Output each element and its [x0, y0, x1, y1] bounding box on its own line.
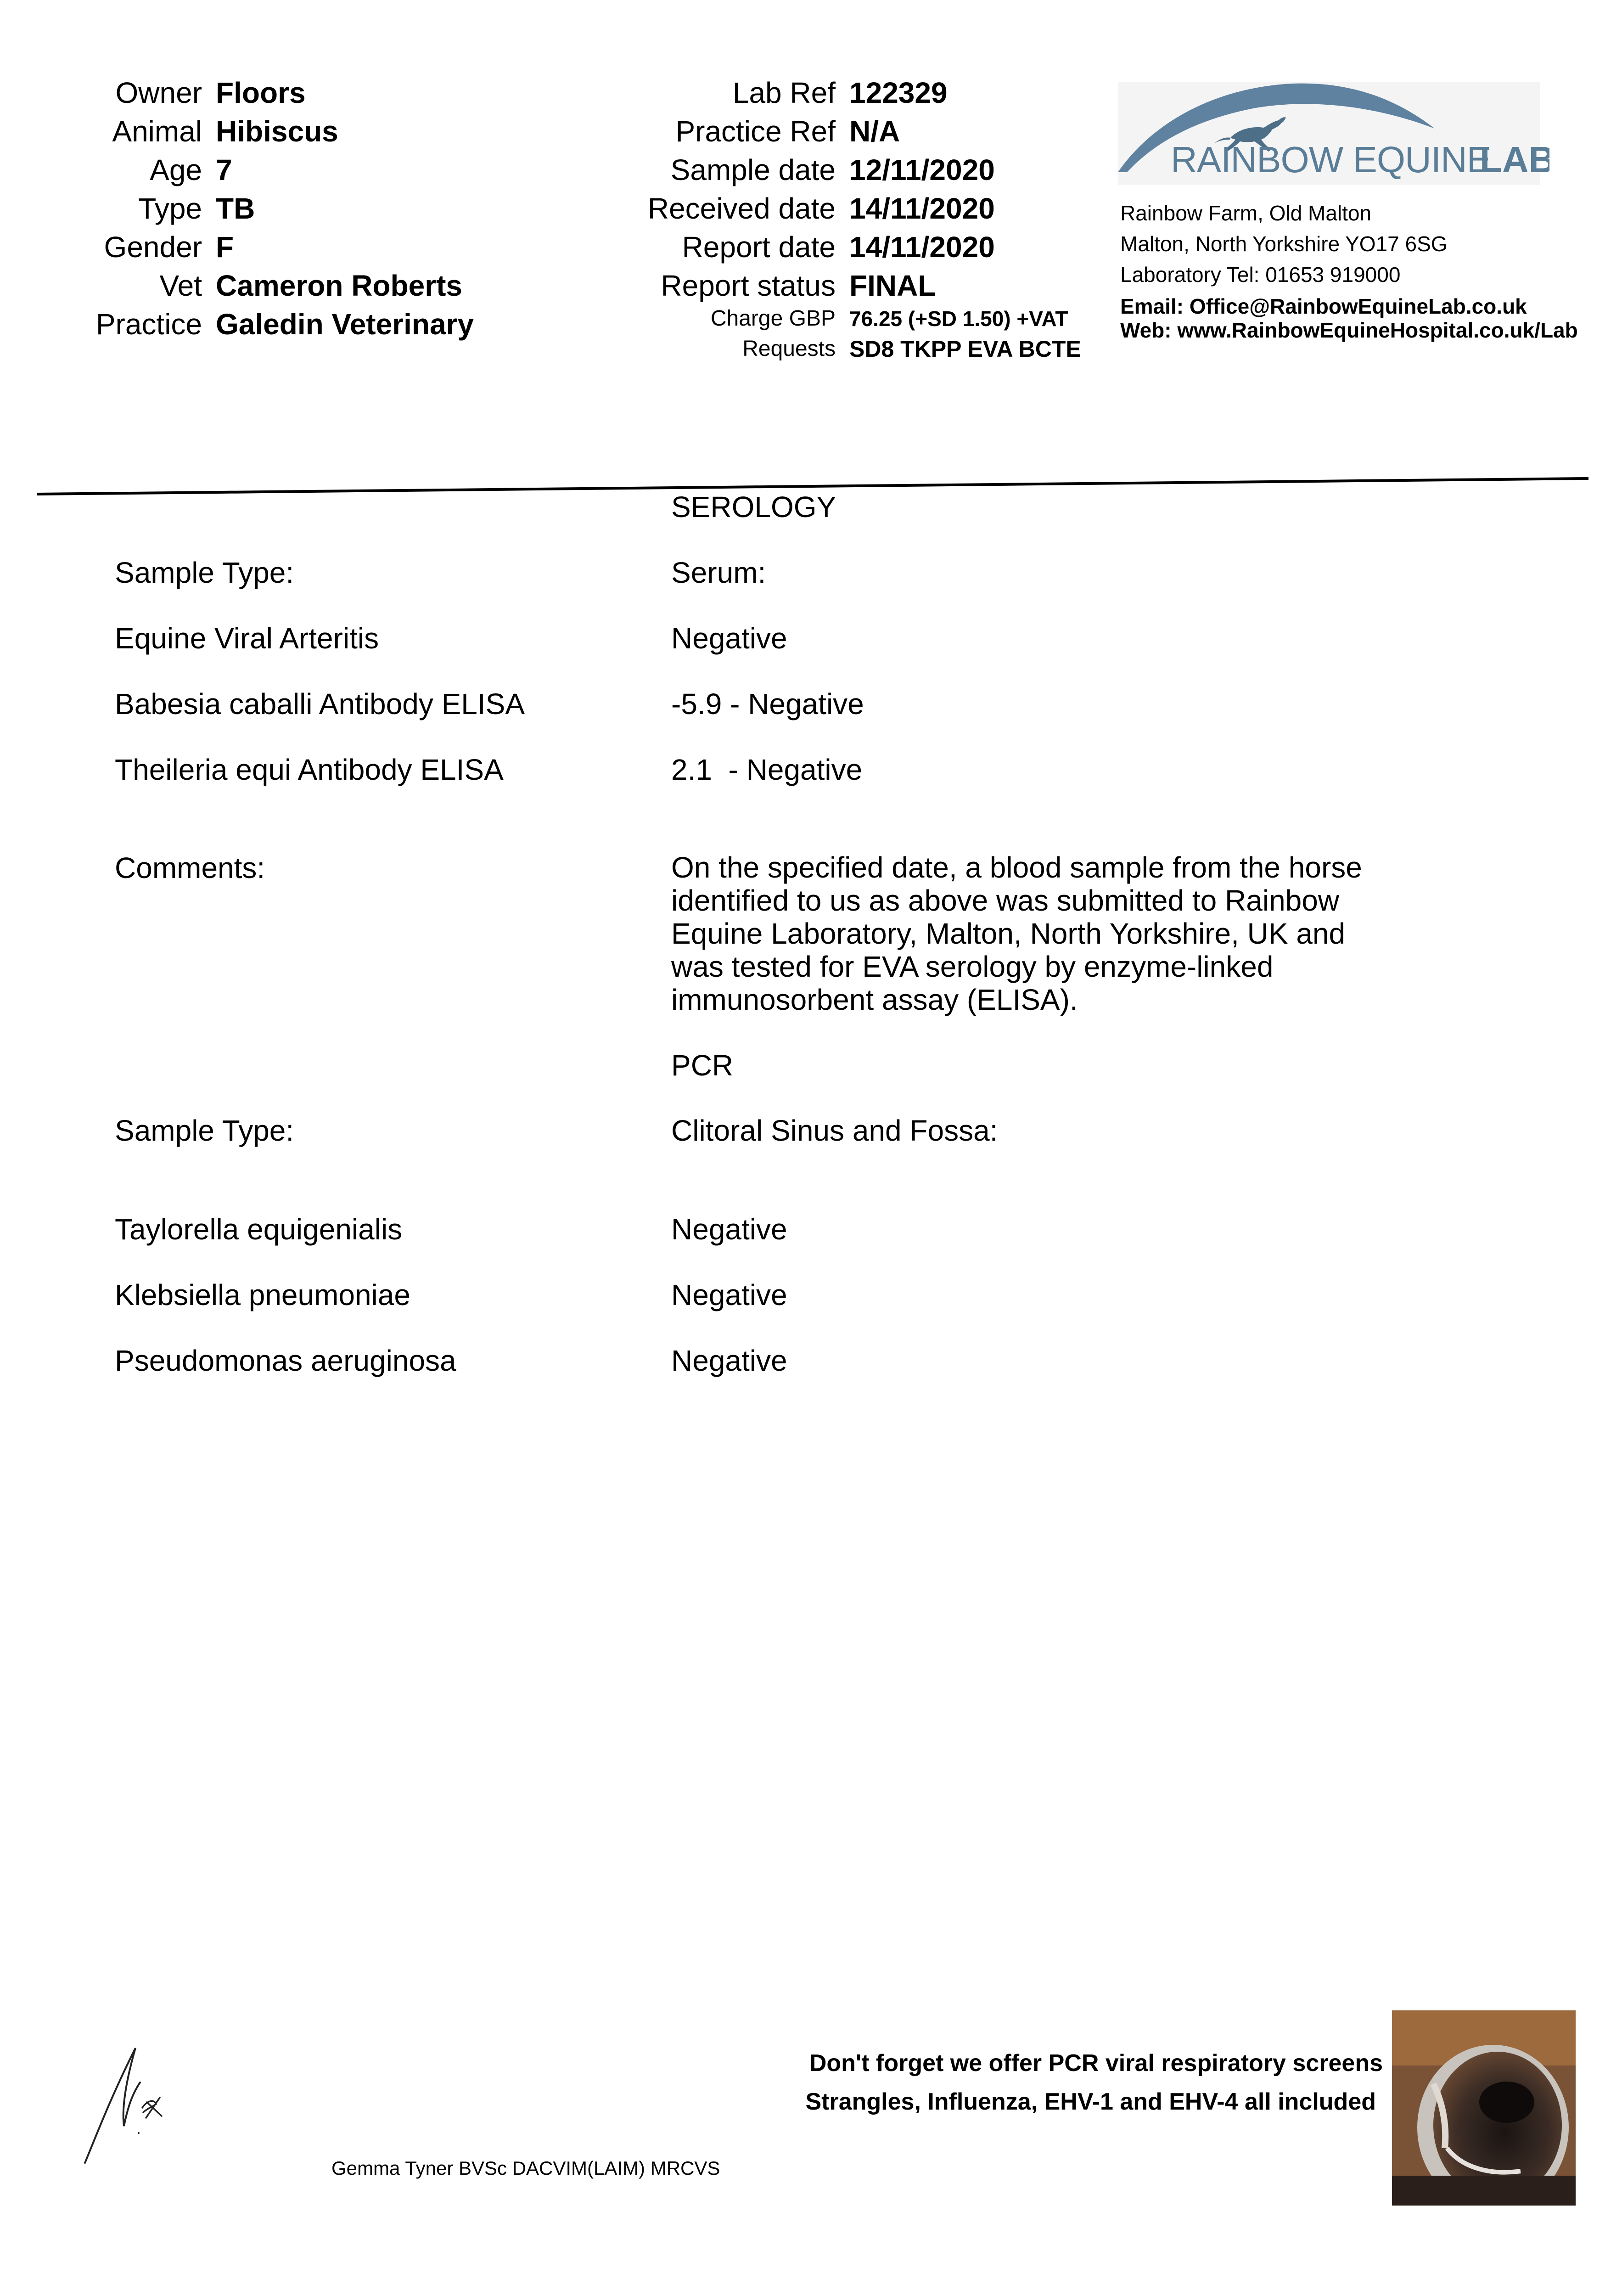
lab-web: Web: www.RainbowEquineHospital.co.uk/Lab — [1120, 318, 1578, 342]
lab-ref-label: Lab Ref — [732, 76, 836, 109]
pcr-sample-type-label: Sample Type: — [115, 1114, 294, 1147]
received-date-value: 14/11/2020 — [849, 192, 995, 225]
lab-address-line-1: Rainbow Farm, Old Malton — [1120, 201, 1372, 225]
age-row — [46, 151, 505, 189]
lab-ref-value: 122329 — [849, 76, 948, 109]
requests-row — [647, 333, 1116, 365]
report-date-label: Report date — [682, 231, 836, 264]
practice-ref-label: Practice Ref — [675, 115, 836, 148]
comments-text — [671, 851, 1452, 1016]
comments-line: immunosorbent assay (ELISA). — [671, 983, 1078, 1016]
gender-label: Gender — [104, 231, 202, 264]
serology-section-title: SEROLOGY — [671, 490, 836, 523]
pcr-sample-type-value: Clitoral Sinus and Fossa: — [671, 1114, 998, 1147]
practice-row — [46, 305, 505, 343]
test-name-klebsiella: Klebsiella pneumoniae — [115, 1278, 410, 1311]
lab-logo — [1118, 78, 1549, 193]
serology-sample-type-label: Sample Type: — [115, 556, 294, 589]
test-result-pseudomonas: Negative — [671, 1344, 787, 1377]
lab-email: Email: Office@RainbowEquineLab.co.uk — [1120, 294, 1527, 318]
lab-ref-row — [647, 73, 1116, 112]
received-date-label: Received date — [647, 192, 836, 225]
test-name-eva: Equine Viral Arteritis — [115, 622, 379, 655]
promo-line-1: Don't forget we offer PCR viral respiratory screens — [809, 2050, 1383, 2077]
logo-text-bold: LAB — [1480, 139, 1549, 180]
report-date-value: 14/11/2020 — [849, 231, 995, 264]
report-status-row — [647, 266, 1116, 305]
sample-date-row — [647, 151, 1116, 189]
sample-date-label: Sample date — [670, 153, 836, 186]
type-value: TB — [216, 192, 255, 225]
lab-address-line-2: Malton, North Yorkshire YO17 6SG — [1120, 232, 1448, 256]
charge-label: Charge GBP — [710, 306, 836, 331]
lab-tel: Laboratory Tel: 01653 919000 — [1120, 263, 1401, 287]
vet-label: Vet — [159, 269, 202, 302]
rainbow-equine-lab-logo — [1118, 78, 1549, 193]
owner-info-block — [46, 73, 505, 349]
charge-row — [647, 303, 1116, 334]
gender-row — [46, 228, 505, 266]
age-value: 7 — [216, 153, 232, 186]
animal-row — [46, 112, 505, 151]
owner-row — [46, 73, 505, 112]
test-name-pseudomonas: Pseudomonas aeruginosa — [115, 1344, 456, 1377]
owner-label: Owner — [115, 76, 202, 109]
test-name-theileria: Theileria equi Antibody ELISA — [115, 753, 504, 786]
requests-value: SD8 TKPP EVA BCTE — [849, 336, 1081, 362]
received-date-row — [647, 189, 1116, 228]
animal-value: Hibiscus — [216, 115, 338, 148]
practice-ref-value: N/A — [849, 115, 900, 148]
practice-ref-row — [647, 112, 1116, 151]
horse-nose-photo — [1392, 2010, 1576, 2206]
test-name-babesia: Babesia caballi Antibody ELISA — [115, 687, 525, 720]
lab-info-block — [647, 73, 1116, 377]
owner-value: Floors — [216, 76, 306, 109]
type-row — [46, 189, 505, 228]
pcr-section-title: PCR — [671, 1049, 734, 1082]
vet-value: Cameron Roberts — [216, 269, 462, 302]
comments-line: Equine Laboratory, Malton, North Yorkshire, UK and — [671, 917, 1346, 950]
practice-label: Practice — [95, 308, 202, 341]
promo-line-2: Strangles, Influenza, EHV-1 and EHV-4 all included — [805, 2088, 1376, 2115]
test-name-taylorella: Taylorella equigenialis — [115, 1213, 403, 1246]
gender-value: F — [216, 231, 234, 264]
animal-label: Animal — [112, 115, 202, 148]
charge-value: 76.25 (+SD 1.50) +VAT — [849, 307, 1068, 331]
practice-value: Galedin Veterinary — [216, 308, 474, 341]
test-result-klebsiella: Negative — [671, 1278, 787, 1311]
report-date-row — [647, 228, 1116, 266]
age-label: Age — [150, 153, 202, 186]
comments-line: On the specified date, a blood sample from the horse — [671, 851, 1362, 884]
comments-label: Comments: — [115, 851, 265, 884]
report-status-label: Report status — [661, 269, 836, 302]
comments-line: identified to us as above was submitted to Rainbow — [671, 884, 1340, 917]
report-status-value: FINAL — [849, 269, 936, 302]
signer-name: Gemma Tyner BVSc DACVIM(LAIM) MRCVS — [331, 2157, 720, 2179]
vet-row — [46, 266, 505, 305]
signature-icon — [78, 2039, 179, 2172]
sample-date-value: 12/11/2020 — [849, 153, 995, 186]
requests-label: Requests — [742, 337, 836, 361]
test-result-taylorella: Negative — [671, 1213, 787, 1246]
type-label: Type — [138, 192, 202, 225]
serology-sample-type-value: Serum: — [671, 556, 766, 589]
logo-text-light: RAINBOW EQUINE — [1171, 139, 1491, 180]
comments-line: was tested for EVA serology by enzyme-linked — [671, 950, 1274, 983]
test-result-babesia: -5.9 - Negative — [671, 687, 864, 720]
test-result-theileria: 2.1 - Negative — [671, 753, 863, 786]
test-result-eva: Negative — [671, 622, 787, 655]
